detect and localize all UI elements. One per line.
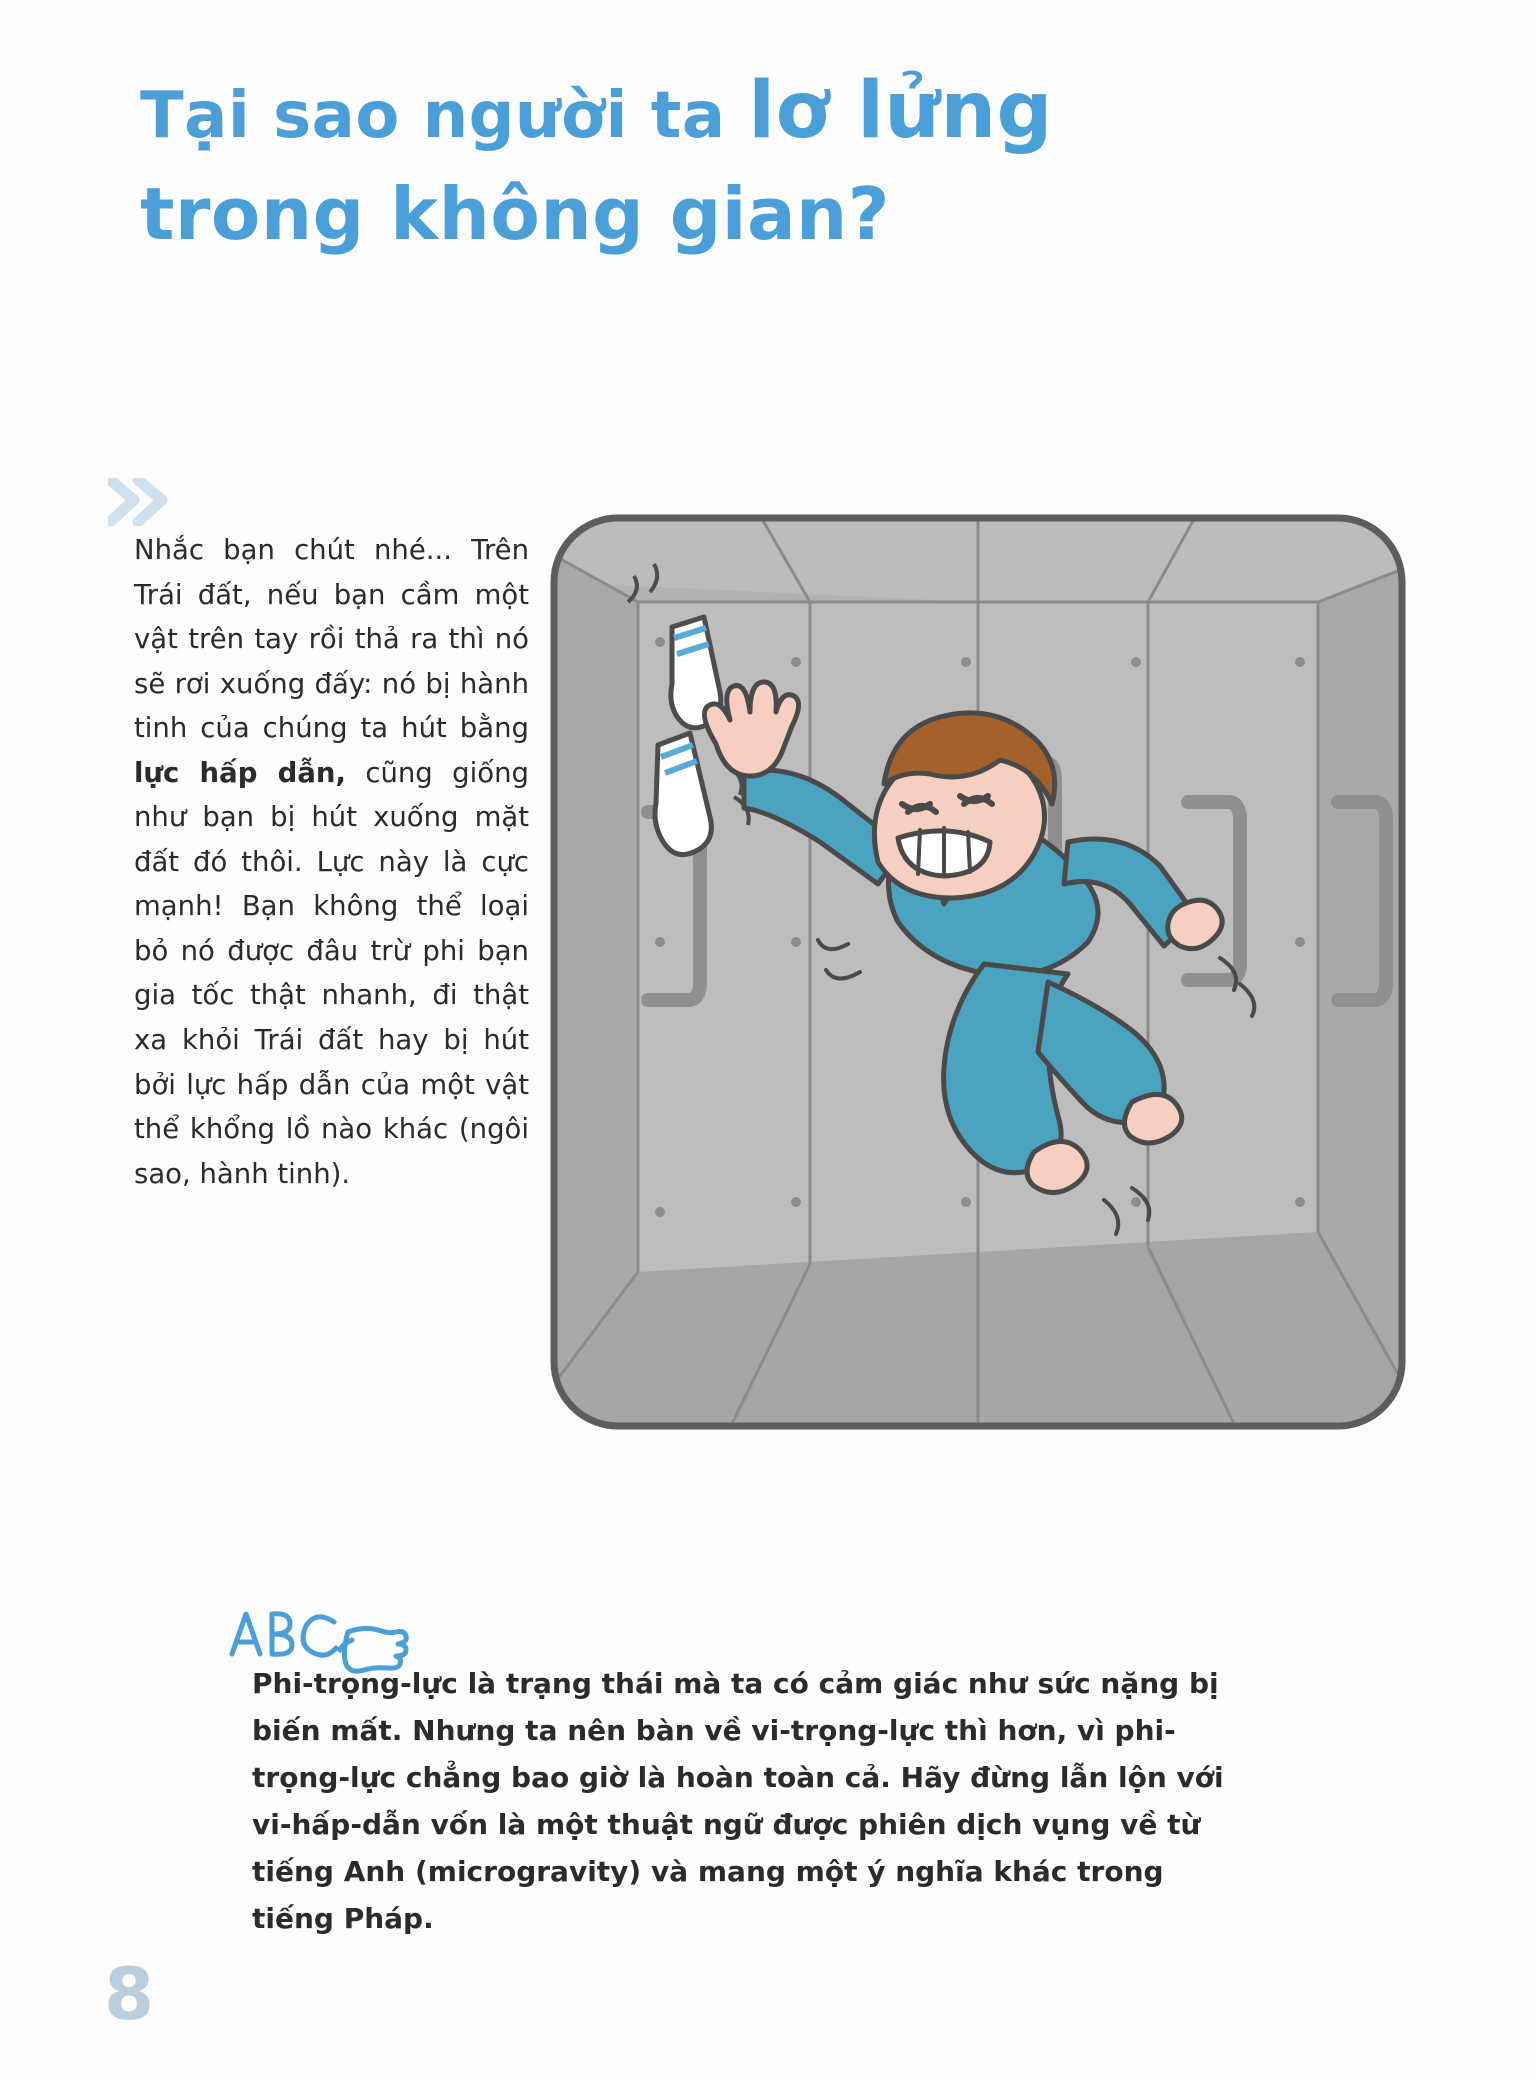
body-paragraph (134, 528, 529, 1196)
note-text: Phi-trọng-lực là trạng thái mà ta có cảm giác như sức nặng bị biến mất. Nhưng ta nên bàn về vi-trọng-lực thì hơn, vì phi-trọng-lực chẳng bao giờ là hoàn toàn cả. Hãy đừng lẫn lộn với vi-hấp-dẫn vốn là một thuật ngữ được phiên dịch vụng về từ tiếng Anh (microgravity) và mang một ý nghĩa khác trong tiếng Pháp. (252, 1667, 1224, 1936)
body-bold-term: lực hấp dẫn, (134, 756, 346, 789)
title-line-2: trong không gian? (140, 171, 891, 256)
title-line-1 (140, 60, 1290, 163)
page-title (140, 60, 1290, 262)
page-number: 8 (104, 1952, 155, 2036)
body-text-part1: Nhắc bạn chút nhé... Trên Trái đất, nếu bạn cầm một vật trên tay rồi thả ra thì nó sẽ rơi xuống đấy: nó bị hành tinh của chúng ta hút bằng (134, 534, 529, 745)
title-line-1-emphasis: lơ lửng (748, 66, 1053, 156)
body-text-part2: cũng giống như bạn bị hút xuống mặt đất đó thôi. Lực này là cực mạnh! Bạn không thể loại bỏ nó được đâu trừ phi bạn gia tốc thật nhanh, đi thật xa khỏi Trái đất hay bị hút bởi lực hấp dẫn của một vật thể khổng lồ nào khác (ngôi sao, hành tinh). (134, 756, 529, 1190)
title-line-1-plain: Tại sao người ta (140, 79, 749, 153)
double-chevron-icon (108, 478, 178, 526)
illustration-astronaut-floating (548, 512, 1408, 1432)
